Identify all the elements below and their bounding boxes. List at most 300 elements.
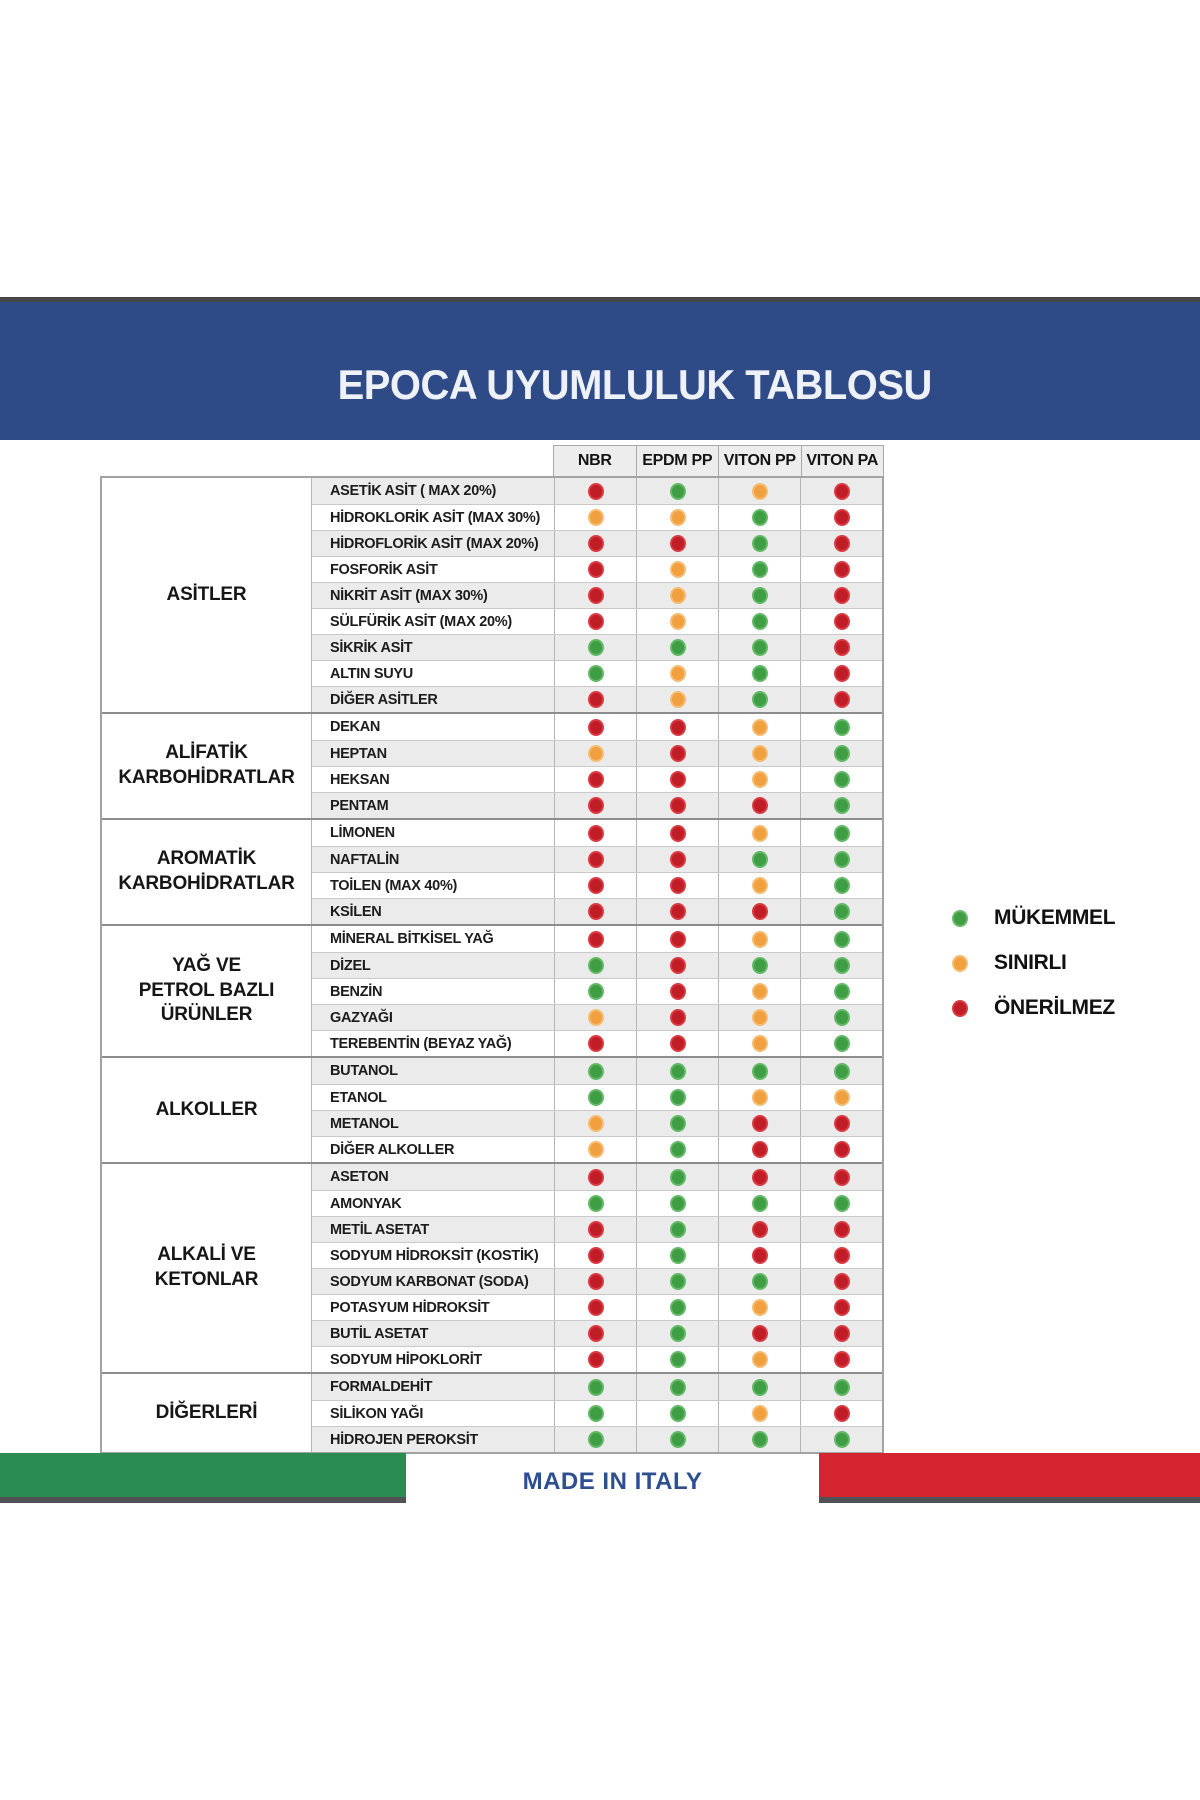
rating-dot-excellent	[670, 1169, 686, 1186]
rating-dot-excellent	[588, 1431, 604, 1448]
rating-dot-excellent	[588, 1063, 604, 1080]
category-label	[102, 1374, 312, 1452]
rating-cell-viton-pa	[800, 1191, 882, 1216]
rating-cell-epdm-pp	[636, 1347, 718, 1372]
chemical-name: POTASYUM HİDROKSİT	[330, 1299, 490, 1316]
rating-cell-viton-pp	[718, 1111, 800, 1136]
rating-cell-nbr	[554, 793, 636, 818]
rating-dot-excellent	[588, 639, 604, 656]
chemical-name: HEPTAN	[330, 745, 387, 762]
rating-cell-epdm-pp	[636, 1031, 718, 1056]
chemical-name: BENZİN	[330, 983, 383, 1000]
rating-dot-excellent	[834, 903, 850, 920]
table-row	[312, 978, 882, 1004]
not-recommended-dot-icon	[952, 1000, 968, 1017]
rating-cell-viton-pp	[718, 1058, 800, 1084]
rating-cell-epdm-pp	[636, 478, 718, 504]
rating-cell-nbr	[554, 899, 636, 924]
category-label	[102, 1058, 312, 1162]
rating-cell-nbr	[554, 741, 636, 766]
rating-cell-nbr	[554, 953, 636, 978]
rating-cell-viton-pa	[800, 1321, 882, 1346]
chemical-name: HEKSAN	[330, 771, 390, 788]
rating-dot-excellent	[752, 639, 768, 656]
column-header-viton-pa: VITON PA	[801, 446, 884, 476]
table-row	[312, 1110, 882, 1136]
rating-cell-viton-pa	[800, 899, 882, 924]
chemical-name: KSİLEN	[330, 903, 382, 920]
rating-dot-excellent	[752, 1431, 768, 1448]
rating-dot-not-recommended	[752, 1115, 768, 1132]
table-row	[312, 898, 882, 924]
rating-cell-viton-pp	[718, 767, 800, 792]
rating-dot-excellent	[834, 877, 850, 894]
rating-dot-not-recommended	[588, 851, 604, 868]
rating-dot-excellent	[670, 1141, 686, 1158]
rating-dot-excellent	[752, 957, 768, 974]
table-row	[312, 608, 882, 634]
rating-dot-limited	[588, 1115, 604, 1132]
rating-dot-not-recommended	[588, 1035, 604, 1052]
chemical-name: SODYUM KARBONAT (SODA)	[330, 1273, 529, 1290]
rating-dot-not-recommended	[588, 1221, 604, 1238]
table-row	[312, 1136, 882, 1162]
category-label-line: ALİFATİK	[165, 742, 248, 764]
category-label-line: ALKALİ VE	[157, 1244, 256, 1266]
rating-cell-viton-pp	[718, 1085, 800, 1110]
rating-cell-nbr	[554, 1137, 636, 1162]
rating-cell-epdm-pp	[636, 1005, 718, 1030]
rating-cell-viton-pa	[800, 1295, 882, 1320]
rating-dot-excellent	[834, 983, 850, 1000]
table-row	[312, 1084, 882, 1110]
rating-cell-epdm-pp	[636, 687, 718, 712]
chemical-name: LİMONEN	[330, 825, 395, 841]
table-row	[312, 714, 882, 740]
rating-dot-excellent	[670, 1115, 686, 1132]
rating-dot-excellent	[752, 851, 768, 868]
rating-dot-limited	[588, 509, 604, 526]
rating-cell-epdm-pp	[636, 661, 718, 686]
table-section	[102, 1056, 882, 1162]
rating-dot-excellent	[752, 1063, 768, 1080]
rating-cell-epdm-pp	[636, 741, 718, 766]
rating-dot-not-recommended	[670, 931, 686, 948]
rating-dot-excellent	[588, 1379, 604, 1396]
rating-cell-viton-pp	[718, 1374, 800, 1400]
rating-cell-viton-pa	[800, 1005, 882, 1030]
rating-dot-limited	[670, 691, 686, 708]
rating-dot-excellent	[670, 1405, 686, 1422]
rating-dot-excellent	[670, 1063, 686, 1080]
rating-cell-viton-pa	[800, 741, 882, 766]
rating-dot-excellent	[670, 483, 686, 500]
rating-dot-excellent	[588, 957, 604, 974]
rating-cell-nbr	[554, 767, 636, 792]
rating-dot-not-recommended	[670, 1009, 686, 1026]
rating-dot-not-recommended	[834, 587, 850, 604]
table-row	[312, 1320, 882, 1346]
chemical-name: ALTIN SUYU	[330, 665, 413, 682]
table-row	[312, 1190, 882, 1216]
table-row	[312, 872, 882, 898]
legend-label-excellent: MÜKEMMEL	[994, 906, 1116, 929]
rating-cell-nbr	[554, 1164, 636, 1190]
rating-cell-viton-pa	[800, 820, 882, 846]
rating-cell-epdm-pp	[636, 1085, 718, 1110]
rating-cell-epdm-pp	[636, 1401, 718, 1426]
rating-dot-not-recommended	[834, 1247, 850, 1264]
rating-dot-not-recommended	[834, 509, 850, 526]
rating-dot-excellent	[834, 797, 850, 814]
rating-dot-not-recommended	[752, 1169, 768, 1186]
chemical-name: HİDROJEN PEROKSİT	[330, 1431, 478, 1448]
chemical-name: SİKRİK ASİT	[330, 639, 413, 656]
rating-cell-nbr	[554, 1005, 636, 1030]
chemical-name: NİKRİT ASİT (MAX 30%)	[330, 587, 488, 604]
rating-dot-not-recommended	[670, 957, 686, 974]
rating-dot-not-recommended	[670, 903, 686, 920]
rating-cell-nbr	[554, 1058, 636, 1084]
rating-cell-epdm-pp	[636, 820, 718, 846]
rating-dot-excellent	[752, 1195, 768, 1212]
rating-dot-not-recommended	[752, 903, 768, 920]
rating-dot-excellent	[834, 771, 850, 788]
rating-dot-limited	[752, 1009, 768, 1026]
rating-cell-nbr	[554, 1243, 636, 1268]
rating-dot-excellent	[670, 639, 686, 656]
table-section	[102, 1372, 882, 1452]
rating-cell-viton-pp	[718, 583, 800, 608]
rating-dot-excellent	[834, 1009, 850, 1026]
category-label-line: YAĞ VE	[172, 954, 241, 976]
rating-cell-viton-pp	[718, 1269, 800, 1294]
rating-dot-not-recommended	[834, 1405, 850, 1422]
chemical-name: ASETİK ASİT ( MAX 20%)	[330, 483, 497, 499]
rating-cell-nbr	[554, 531, 636, 556]
product-columns-header	[553, 445, 884, 476]
rating-dot-not-recommended	[588, 903, 604, 920]
rating-cell-nbr	[554, 609, 636, 634]
rating-cell-epdm-pp	[636, 1374, 718, 1400]
limited-dot-icon	[952, 955, 968, 972]
rating-dot-not-recommended	[834, 1351, 850, 1368]
rating-dot-limited	[752, 745, 768, 762]
rating-dot-excellent	[834, 851, 850, 868]
rating-cell-viton-pp	[718, 531, 800, 556]
section-rows	[312, 820, 882, 924]
section-rows	[312, 714, 882, 818]
rating-cell-epdm-pp	[636, 979, 718, 1004]
rating-cell-viton-pp	[718, 1347, 800, 1372]
rating-dot-limited	[834, 1089, 850, 1106]
rating-cell-viton-pp	[718, 714, 800, 740]
chemical-name: MİNERAL BİTKİSEL YAĞ	[330, 931, 494, 947]
rating-dot-limited	[752, 1351, 768, 1368]
rating-dot-not-recommended	[834, 1115, 850, 1132]
rating-cell-viton-pa	[800, 953, 882, 978]
rating-dot-excellent	[752, 613, 768, 630]
rating-dot-not-recommended	[834, 1299, 850, 1316]
rating-cell-nbr	[554, 687, 636, 712]
rating-cell-viton-pp	[718, 635, 800, 660]
rating-dot-excellent	[834, 931, 850, 948]
rating-cell-epdm-pp	[636, 1295, 718, 1320]
rating-cell-nbr	[554, 847, 636, 872]
rating-dot-not-recommended	[588, 771, 604, 788]
chemical-name: DİZEL	[330, 957, 371, 974]
table-row	[312, 1400, 882, 1426]
table-row	[312, 1164, 882, 1190]
table-row	[312, 1216, 882, 1242]
rating-dot-excellent	[588, 1089, 604, 1106]
section-rows	[312, 926, 882, 1056]
rating-cell-nbr	[554, 1111, 636, 1136]
rating-dot-not-recommended	[670, 983, 686, 1000]
rating-cell-nbr	[554, 1269, 636, 1294]
rating-cell-viton-pa	[800, 847, 882, 872]
rating-cell-epdm-pp	[636, 793, 718, 818]
section-rows	[312, 1374, 882, 1452]
rating-dot-excellent	[752, 509, 768, 526]
rating-dot-not-recommended	[588, 1273, 604, 1290]
rating-cell-viton-pa	[800, 478, 882, 504]
rating-cell-viton-pp	[718, 1321, 800, 1346]
made-in-italy-label: MADE IN ITALY	[522, 1468, 703, 1495]
rating-dot-not-recommended	[670, 797, 686, 814]
rating-dot-limited	[752, 1405, 768, 1422]
rating-dot-not-recommended	[752, 797, 768, 814]
chemical-name: HİDROFLORİK ASİT (MAX 20%)	[330, 535, 539, 552]
rating-cell-viton-pa	[800, 926, 882, 952]
chemical-name: PENTAM	[330, 797, 389, 814]
rating-cell-epdm-pp	[636, 953, 718, 978]
chemical-name: SİLİKON YAĞI	[330, 1405, 424, 1422]
table-row	[312, 1004, 882, 1030]
rating-cell-viton-pa	[800, 609, 882, 634]
rating-cell-nbr	[554, 1347, 636, 1372]
rating-dot-not-recommended	[588, 797, 604, 814]
chemical-name: METİL ASETAT	[330, 1221, 429, 1238]
page-title: EPOCA UYUMLULUK TABLOSU	[337, 361, 933, 408]
rating-dot-excellent	[752, 535, 768, 552]
rating-cell-viton-pp	[718, 873, 800, 898]
rating-dot-not-recommended	[588, 719, 604, 736]
legend-item-excellent	[952, 908, 1115, 928]
rating-dot-not-recommended	[752, 1221, 768, 1238]
category-label-line: ÜRÜNLER	[160, 1004, 253, 1026]
rating-cell-viton-pa	[800, 687, 882, 712]
rating-dot-excellent	[752, 1273, 768, 1290]
rating-cell-viton-pa	[800, 873, 882, 898]
chemical-name: SÜLFÜRİK ASİT (MAX 20%)	[330, 613, 512, 630]
rating-cell-epdm-pp	[636, 583, 718, 608]
rating-cell-viton-pp	[718, 1295, 800, 1320]
rating-cell-viton-pa	[800, 1243, 882, 1268]
column-header-viton-pp: VITON PP	[718, 446, 801, 476]
rating-cell-viton-pp	[718, 899, 800, 924]
rating-dot-not-recommended	[834, 1141, 850, 1158]
rating-dot-not-recommended	[588, 931, 604, 948]
rating-dot-excellent	[588, 665, 604, 682]
chemical-name: FOSFORİK ASİT	[330, 561, 438, 578]
rating-cell-nbr	[554, 873, 636, 898]
rating-cell-viton-pa	[800, 557, 882, 582]
rating-cell-nbr	[554, 635, 636, 660]
section-rows	[312, 1164, 882, 1372]
rating-cell-viton-pp	[718, 1217, 800, 1242]
rating-dot-excellent	[834, 825, 850, 842]
rating-cell-viton-pa	[800, 1347, 882, 1372]
rating-cell-nbr	[554, 1427, 636, 1452]
rating-dot-limited	[752, 825, 768, 842]
rating-cell-viton-pp	[718, 687, 800, 712]
rating-cell-epdm-pp	[636, 505, 718, 530]
rating-dot-not-recommended	[588, 1325, 604, 1342]
rating-cell-epdm-pp	[636, 1321, 718, 1346]
rating-dot-not-recommended	[834, 639, 850, 656]
footer-red-bar	[819, 1453, 1200, 1503]
category-label-line: KARBOHİDRATLAR	[118, 767, 295, 788]
chemical-name: ETANOL	[330, 1089, 387, 1106]
table-section	[102, 924, 882, 1056]
rating-dot-excellent	[670, 1273, 686, 1290]
rating-cell-viton-pp	[718, 1427, 800, 1452]
rating-cell-viton-pa	[800, 1085, 882, 1110]
rating-dot-limited	[752, 931, 768, 948]
category-label-line: ASİTLER	[166, 583, 247, 605]
rating-dot-excellent	[834, 1195, 850, 1212]
chemical-name: GAZYAĞI	[330, 1009, 393, 1026]
rating-cell-viton-pp	[718, 953, 800, 978]
section-rows	[312, 478, 882, 712]
chemical-name: BUTİL ASETAT	[330, 1325, 429, 1342]
rating-dot-not-recommended	[588, 877, 604, 894]
rating-cell-viton-pa	[800, 1058, 882, 1084]
rating-cell-epdm-pp	[636, 1137, 718, 1162]
footer-green-bar	[0, 1453, 406, 1503]
rating-cell-epdm-pp	[636, 1164, 718, 1190]
rating-cell-nbr	[554, 926, 636, 952]
chemical-name: SODYUM HİDROKSİT (KOSTİK)	[330, 1247, 539, 1264]
rating-dot-excellent	[834, 1035, 850, 1052]
table-section	[102, 478, 882, 712]
rating-cell-epdm-pp	[636, 926, 718, 952]
chemical-name: HİDROKLORİK ASİT (MAX 30%)	[330, 509, 540, 526]
rating-dot-not-recommended	[834, 1221, 850, 1238]
category-label	[102, 820, 312, 924]
rating-dot-excellent	[834, 1379, 850, 1396]
rating-dot-excellent	[834, 1431, 850, 1448]
rating-dot-not-recommended	[670, 825, 686, 842]
rating-dot-excellent	[670, 1379, 686, 1396]
rating-cell-viton-pp	[718, 820, 800, 846]
rating-dot-not-recommended	[752, 1247, 768, 1264]
rating-cell-viton-pa	[800, 1164, 882, 1190]
table-row	[312, 1294, 882, 1320]
rating-cell-viton-pp	[718, 478, 800, 504]
rating-cell-viton-pa	[800, 531, 882, 556]
column-header-nbr: NBR	[577, 452, 612, 469]
rating-dot-excellent	[670, 1089, 686, 1106]
rating-dot-not-recommended	[670, 535, 686, 552]
rating-cell-viton-pa	[800, 583, 882, 608]
rating-dot-excellent	[752, 587, 768, 604]
rating-cell-nbr	[554, 1374, 636, 1400]
rating-cell-viton-pp	[718, 847, 800, 872]
rating-dot-not-recommended	[588, 613, 604, 630]
chemical-name: FORMALDEHİT	[330, 1379, 433, 1395]
rating-cell-viton-pp	[718, 1191, 800, 1216]
rating-cell-viton-pa	[800, 1217, 882, 1242]
rating-dot-not-recommended	[588, 691, 604, 708]
rating-cell-viton-pa	[800, 1374, 882, 1400]
rating-dot-excellent	[752, 665, 768, 682]
rating-dot-excellent	[834, 719, 850, 736]
rating-dot-excellent	[834, 957, 850, 974]
rating-dot-excellent	[752, 561, 768, 578]
rating-cell-nbr	[554, 557, 636, 582]
rating-cell-nbr	[554, 1295, 636, 1320]
rating-dot-not-recommended	[834, 535, 850, 552]
table-row	[312, 686, 882, 712]
rating-dot-excellent	[670, 1299, 686, 1316]
rating-dot-limited	[588, 745, 604, 762]
rating-cell-nbr	[554, 1321, 636, 1346]
category-label	[102, 926, 312, 1056]
category-label	[102, 478, 312, 712]
rating-cell-viton-pa	[800, 635, 882, 660]
rating-cell-viton-pa	[800, 1031, 882, 1056]
rating-cell-epdm-pp	[636, 1058, 718, 1084]
rating-cell-epdm-pp	[636, 531, 718, 556]
category-label-line: AROMATİK	[156, 848, 257, 870]
rating-dot-excellent	[670, 1247, 686, 1264]
rating-dot-limited	[752, 483, 768, 500]
rating-dot-excellent	[752, 1379, 768, 1396]
rating-cell-epdm-pp	[636, 1111, 718, 1136]
category-label-line: ALKOLLER	[155, 1098, 258, 1120]
rating-dot-not-recommended	[834, 483, 850, 500]
rating-cell-nbr	[554, 1031, 636, 1056]
legend-item-not-recommended	[952, 998, 1115, 1018]
rating-cell-viton-pa	[800, 1269, 882, 1294]
table-row	[312, 1374, 882, 1400]
rating-dot-excellent	[588, 1405, 604, 1422]
rating-cell-viton-pp	[718, 557, 800, 582]
excellent-dot-icon	[952, 910, 968, 927]
legend	[952, 908, 1115, 1043]
rating-dot-limited	[752, 1299, 768, 1316]
chemical-name: DİĞER ASİTLER	[330, 691, 438, 708]
chemical-name: TOİLEN (MAX 40%)	[330, 877, 458, 894]
rating-cell-viton-pp	[718, 741, 800, 766]
rating-cell-epdm-pp	[636, 1243, 718, 1268]
rating-cell-epdm-pp	[636, 873, 718, 898]
column-header-epdm-pp: EPDM PP	[636, 446, 719, 476]
rating-dot-excellent	[834, 745, 850, 762]
rating-dot-not-recommended	[588, 587, 604, 604]
rating-cell-viton-pa	[800, 505, 882, 530]
table-row	[312, 1268, 882, 1294]
chemical-name: TEREBENTİN (BEYAZ YAĞ)	[330, 1035, 512, 1052]
title-banner	[0, 297, 1200, 440]
rating-cell-nbr	[554, 820, 636, 846]
rating-cell-viton-pa	[800, 1137, 882, 1162]
rating-dot-not-recommended	[670, 851, 686, 868]
chemical-name: NAFTALİN	[330, 851, 400, 868]
rating-cell-viton-pa	[800, 979, 882, 1004]
